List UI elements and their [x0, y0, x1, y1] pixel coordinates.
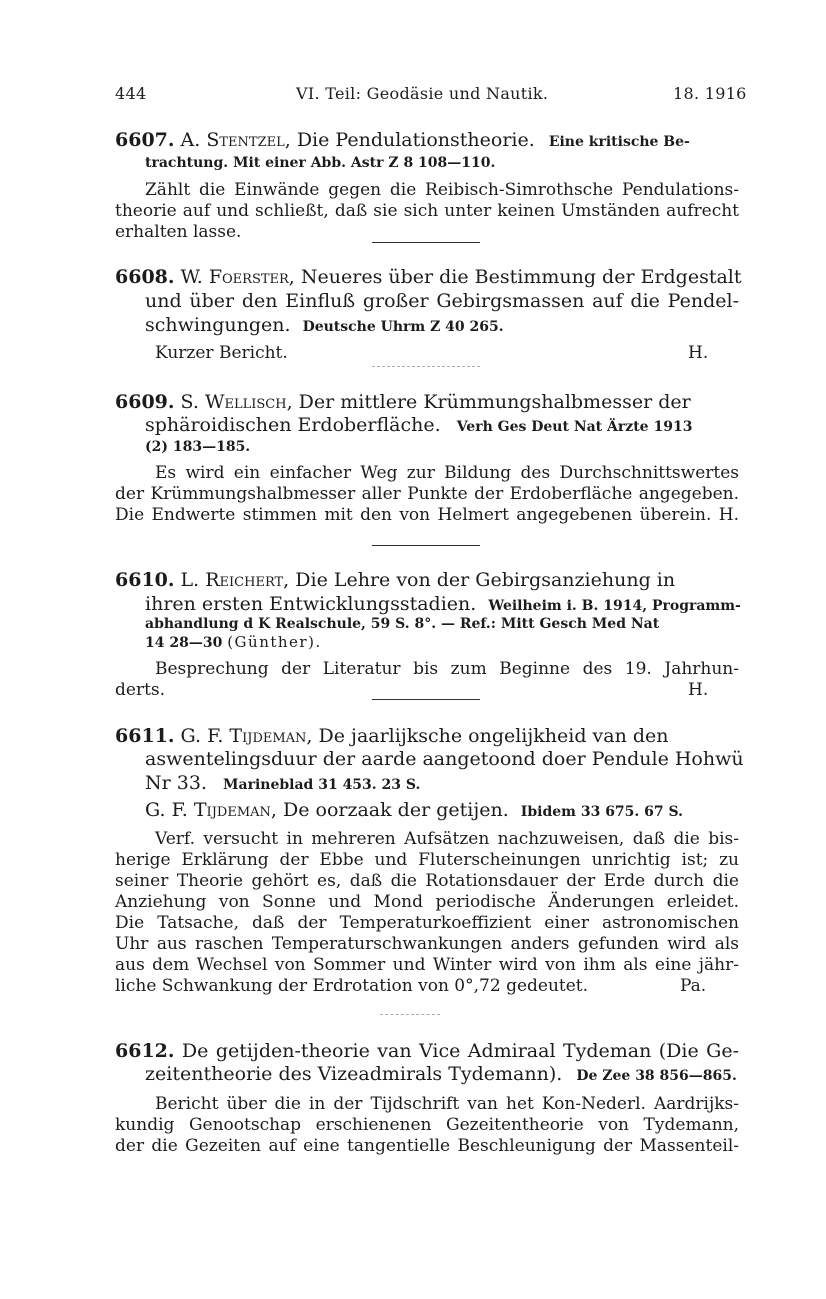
entry-6608-line1 [115, 266, 742, 288]
entry-title: De jaarlijksche ongelijkheid van den [318, 725, 669, 747]
entry-6612-body-1: Bericht über die in der Tijdschrift van het Kon-Nederl. Aardrijks- [155, 1094, 739, 1114]
entry-number: 6611. [115, 725, 175, 747]
entry-6611-body-3: seiner Theorie gehört es, daß die Rotationsdauer der Erde durch die [115, 871, 739, 891]
entry-6611-body-8: liche Schwankung der Erdrotation von 0°,72 gedeutet. [115, 976, 589, 996]
entry-6611-body-6: Uhr aus raschen Temperaturschwankungen anders gefunden wird als [115, 934, 739, 954]
entry-author: L. Reichert, [180, 569, 290, 591]
entry-6611-body-5: Die Tatsache, daß der Temperaturkoeffizient einer astronomischen [115, 913, 739, 933]
entry-number: 6608. [115, 266, 175, 288]
entry-number: 6612. [115, 1040, 175, 1062]
entry-6612-body-2: kundig Genootschap erschienenen Gezeitentheorie von Tydemann, [115, 1115, 739, 1135]
entry-6609-line1 [115, 392, 739, 412]
entry-6607-line2: trachtung. Mit einer Abb. Astr Z 8 108—110. [145, 155, 496, 171]
entry-6611-line2: aswentelingsduur der aarde aangetoond doer Pendule Hohwü [145, 748, 744, 770]
entry-6608-line3: schwingungen. Deutsche Uhrm Z 40 265. [145, 314, 504, 336]
entry-6611-body-7: aus dem Wechsel von Sommer und Winter wird von ihm als eine jähr- [115, 955, 739, 975]
entry-6610-body-1: Besprechung der Literatur bis zum Beginne des 19. Jahrhun- [155, 659, 739, 679]
entry-title: Der mittlere Krümmungshalbmesser der [298, 391, 691, 413]
entry-6611-body-2: herige Erklärung der Ebbe und Fluterscheinungen unrichtig ist; zu [115, 850, 739, 870]
entry-6607-body-1: Zählt die Einwände gegen die Reibisch-Simrothsche Pendulations- [145, 180, 739, 200]
entry-6610-line2: ihren ersten Entwicklungsstadien. Weilheim i. B. 1914, Programm- [145, 593, 741, 615]
entry-6609-body-2: der Krümmungshalbmesser aller Punkte der Erdoberfläche angegeben. [115, 484, 739, 504]
entry-author: A. Stentzel, [180, 129, 291, 151]
separator [372, 545, 480, 546]
entry-6610-line3: abhandlung d K Realschule, 59 S. 8°. — Ref.: Mitt Gesch Med Nat [145, 616, 660, 632]
entry-number: 6607. [115, 129, 175, 151]
entry-title: Die Pendulationstheorie. [296, 129, 535, 151]
separator [372, 366, 480, 367]
entry-6610-line1 [115, 570, 739, 590]
entry-6609-body-3: Die Endwerte stimmen mit den von Helmert angegebenen überein. H. [115, 505, 739, 525]
entry-author: S. Wellisch, [180, 391, 293, 413]
entry-6611-line1 [115, 726, 739, 746]
entry-6607-body-3: erhalten lasse. [115, 222, 242, 242]
entry-6610-body-2: derts. [115, 680, 166, 700]
entry-6612-body-3: der die Gezeiten auf eine tangentielle Beschleunigung der Massenteil- [115, 1136, 739, 1156]
separator [372, 699, 480, 700]
page-number: 444 [115, 84, 147, 103]
separator [380, 1014, 440, 1015]
entry-author: W. Foerster, [180, 266, 295, 288]
entry-6610-sign: H. [688, 680, 709, 700]
entry-title: De getijden-theorie van Vice Admiraal Tydeman (Die Ge- [181, 1040, 739, 1062]
entry-6608-sign: H. [688, 343, 709, 363]
entry-6609-line3: (2) 183—185. [145, 439, 251, 455]
entry-6610-line4: 14 28—30 (Günther). [145, 633, 322, 651]
entry-6611-body-4: Anziehung von Sonne und Mond periodische Änderungen erleidet. [115, 892, 739, 912]
entry-6609-line2: sphäroidischen Erdoberfläche. Verh Ges Deut Nat Ärzte 1913 [145, 414, 693, 436]
entry-6607-body-2: theorie auf und schließt, daß sie sich unter keinen Umständen aufrecht [115, 201, 739, 221]
running-title: VI. Teil: Geodäsie und Nautik. [296, 84, 549, 103]
entry-6609-body-1: Es wird ein einfacher Weg zur Bildung des Durchschnittswertes [155, 463, 739, 483]
entry-author: G. F. Tijdeman, [180, 725, 313, 747]
year: 18. 1916 [673, 84, 747, 103]
entry-6612-line1 [115, 1041, 739, 1061]
entry-number: 6610. [115, 569, 175, 591]
entry-6611-body-1: Verf. versucht in mehreren Aufsätzen nachzuweisen, daß die bis- [155, 829, 739, 849]
entry-6611-line3: Nr 33. Marineblad 31 453. 23 S. [145, 772, 421, 794]
entry-6608-line2: und über den Einfluß großer Gebirgsmassen auf die Pendel- [145, 290, 739, 312]
entry-6612-line2: zeitentheorie des Vizeadmirals Tydemann). De Zee 38 856—865. [145, 1063, 737, 1085]
entry-title: Die Lehre von der Gebirgsanziehung in [295, 569, 676, 591]
entry-title: Neueres über die Bestimmung der Erdgestalt [300, 266, 742, 288]
entry-6611-second-ref: G. F. Tijdeman, De oorzaak der getijen. Ibidem 33 675. 67 S. [145, 799, 684, 821]
entry-subtitle: Eine kritische Be- [548, 134, 690, 150]
entry-6607-line1 [115, 130, 739, 152]
entry-number: 6609. [115, 391, 175, 413]
entry-6611-sign: Pa. [680, 976, 707, 996]
entry-6608-body: Kurzer Bericht. [155, 343, 288, 363]
separator [372, 242, 480, 243]
